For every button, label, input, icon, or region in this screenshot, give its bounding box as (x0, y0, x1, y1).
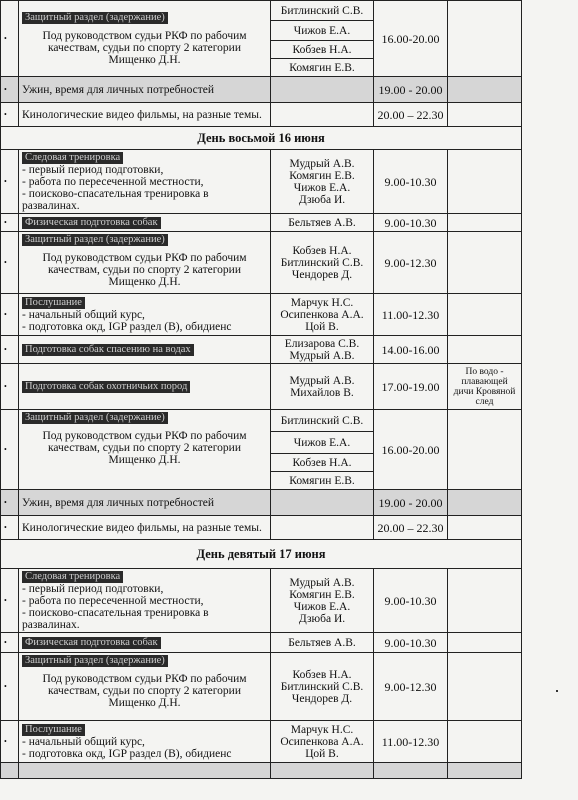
instructor-name: Комягин Е.В. (271, 59, 374, 77)
activity-cell (19, 653, 271, 721)
note-cell (448, 569, 522, 633)
activity-line: - работа по пересеченной местности, (22, 176, 204, 188)
note-cell (448, 410, 522, 490)
activity-cell (19, 1, 271, 77)
instructor-name: Комягин Е.В. (289, 588, 355, 601)
row-marker: • (1, 336, 19, 364)
empty-cell (19, 763, 271, 779)
instructor-name: Елизарова С.В. (284, 337, 360, 350)
activity-line: - начальный общий курс, (22, 736, 145, 748)
instructor-name: Чижов Е.А. (293, 181, 351, 194)
activity-title: Защитный раздел (задержание) (22, 12, 168, 24)
time-cell: 16.00-20.00 (374, 1, 448, 77)
activity-cell (19, 633, 271, 653)
empty-cell (271, 490, 374, 516)
instructor-name: Чендорев Д. (291, 692, 353, 705)
empty-cell (448, 516, 522, 540)
instructor-name: Чижов Е.А. (271, 432, 374, 454)
activity-title: Послушание (22, 724, 85, 736)
day-heading: День девятый 17 июня (1, 540, 522, 569)
row-marker (1, 763, 19, 779)
instructor-name: Мудрый А.В. (289, 157, 355, 170)
instructor-names (271, 569, 374, 633)
activity-title: Защитный раздел (задержание) (22, 655, 168, 667)
video-time: 20.00 – 22.30 (374, 516, 448, 540)
note-cell (448, 294, 522, 336)
activity-title: Подготовка собак охотничьих пород (22, 381, 190, 393)
instructor-name: Мудрый А.В. (289, 349, 355, 362)
row-marker: • (1, 1, 19, 77)
instructor-name: Битлинский С.В. (280, 680, 364, 693)
instructor-name: Кобзев Н.А. (271, 41, 374, 59)
activity-cell (19, 214, 271, 232)
activity-title: Физическая подготовка собак (22, 637, 161, 649)
dinner-time: 19.00 - 20.00 (374, 77, 448, 103)
instructor-name: Осипенкова А.А. (280, 735, 364, 748)
time-cell: 9.00-10.30 (374, 214, 448, 232)
activity-title: Защитный раздел (задержание) (22, 412, 168, 424)
note-cell (448, 1, 522, 77)
note-cell: По водо - плавающей дичи Кровяной след (448, 364, 522, 410)
time-cell: 16.00-20.00 (374, 410, 448, 490)
time-cell: 9.00-12.30 (374, 653, 448, 721)
activity-line: - первый период подготовки, (22, 164, 164, 176)
time-cell: 9.00-10.30 (374, 569, 448, 633)
activity-description: Под руководством судьи РКФ по рабочим качествам, судьи по спорту 2 категории Мищенко Д.Н. (42, 30, 247, 66)
activity-line: - первый период подготовки, (22, 583, 164, 595)
note-cell (448, 150, 522, 214)
instructor-name: Цой В. (305, 747, 339, 760)
row-marker: • (1, 721, 19, 763)
dinner-label: Ужин, время для личных потребностей (19, 77, 271, 103)
activity-line: - подготовка окд, IGP раздел (B), обидиенс (22, 321, 232, 333)
activity-description: Под руководством судьи РКФ по рабочим качествам, судьи по спорту 2 категории Мищенко Д.Н. (42, 252, 247, 288)
empty-cell (374, 763, 448, 779)
dinner-label: Ужин, время для личных потребностей (19, 490, 271, 516)
instructor-names (271, 721, 374, 763)
empty-cell (271, 103, 374, 127)
time-cell: 11.00-12.30 (374, 294, 448, 336)
row-marker: • (1, 410, 19, 490)
empty-cell (448, 103, 522, 127)
activity-line: - поисково-спасательная тренировка в развалинах. (22, 607, 209, 631)
instructor-name: Кобзев Н.А. (292, 668, 352, 681)
instructor-name: Дзюба И. (298, 612, 346, 625)
time-cell: 14.00-16.00 (374, 336, 448, 364)
empty-cell (448, 77, 522, 103)
scan-speck (556, 690, 558, 692)
activity-cell (19, 336, 271, 364)
row-marker: • (1, 150, 19, 214)
note-cell (448, 214, 522, 232)
instructor-name: Марчук Н.С. (290, 723, 354, 736)
empty-cell (448, 763, 522, 779)
note-cell (448, 653, 522, 721)
instructor-names (271, 294, 374, 336)
activity-cell (19, 364, 271, 410)
activity-description: Под руководством судьи РКФ по рабочим качествам, судьи по спорту 2 категории Мищенко Д.Н. (42, 430, 247, 466)
dinner-time: 19.00 - 20.00 (374, 490, 448, 516)
row-marker: • (1, 294, 19, 336)
instructor-names (271, 232, 374, 294)
activity-title: Следовая тренировка (22, 571, 123, 583)
video-label: Кинологические видео фильмы, на разные темы. (19, 103, 271, 127)
activity-description: Под руководством судьи РКФ по рабочим качествам, судьи по спорту 2 категории Мищенко Д.Н. (42, 673, 247, 709)
time-cell: 9.00-10.30 (374, 633, 448, 653)
time-cell: 17.00-19.00 (374, 364, 448, 410)
activity-cell (19, 294, 271, 336)
instructor-name: Битлинский С.В. (271, 1, 374, 21)
instructor-names (271, 336, 374, 364)
activity-cell (19, 150, 271, 214)
activity-cell (19, 721, 271, 763)
instructor-name: Бельтяев А.В. (271, 633, 374, 653)
activity-title: Подготовка собак спасению на водах (22, 344, 194, 356)
instructor-name: Михайлов В. (290, 386, 354, 399)
empty-cell (271, 77, 374, 103)
instructor-names (271, 364, 374, 410)
row-marker: • (1, 569, 19, 633)
instructor-name: Комягин Е.В. (289, 169, 355, 182)
note-cell (448, 336, 522, 364)
instructor-name: Кобзев Н.А. (271, 454, 374, 472)
instructor-name: Битлинский С.В. (280, 256, 364, 269)
video-label: Кинологические видео фильмы, на разные темы. (19, 516, 271, 540)
instructor-name: Марчук Н.С. (290, 296, 354, 309)
activity-line: - начальный общий курс, (22, 309, 145, 321)
row-marker: • (1, 653, 19, 721)
row-marker: • (1, 516, 19, 540)
instructor-name: Битлинский С.В. (271, 410, 374, 432)
activity-title: Следовая тренировка (22, 152, 123, 164)
note-cell (448, 633, 522, 653)
row-marker: • (1, 214, 19, 232)
time-cell: 9.00-12.30 (374, 232, 448, 294)
instructor-name: Мудрый А.В. (289, 576, 355, 589)
instructor-name: Чижов Е.А. (293, 600, 351, 613)
instructor-name: Чижов Е.А. (271, 21, 374, 41)
instructor-name: Чендорев Д. (291, 268, 353, 281)
instructor-name: Бельтяев А.В. (271, 214, 374, 232)
activity-line: - подготовка окд, IGP раздел (B), обидиенс (22, 748, 232, 760)
row-marker: • (1, 232, 19, 294)
activity-line: - работа по пересеченной местности, (22, 595, 204, 607)
instructor-names (271, 653, 374, 721)
activity-title: Физическая подготовка собак (22, 217, 161, 229)
instructor-name: Дзюба И. (298, 193, 346, 206)
instructor-name: Мудрый А.В. (289, 374, 355, 387)
empty-cell (271, 516, 374, 540)
note-cell (448, 232, 522, 294)
activity-line: - поисково-спасательная тренировка в развалинах. (22, 188, 209, 212)
activity-title: Послушание (22, 297, 85, 309)
instructor-name: Кобзев Н.А. (292, 244, 352, 257)
time-cell: 9.00-10.30 (374, 150, 448, 214)
row-marker: • (1, 364, 19, 410)
activity-cell (19, 569, 271, 633)
row-marker: • (1, 77, 19, 103)
instructor-names (271, 150, 374, 214)
empty-cell (448, 490, 522, 516)
time-cell: 11.00-12.30 (374, 721, 448, 763)
activity-cell (19, 232, 271, 294)
instructor-name: Цой В. (305, 320, 339, 333)
day-heading: День восьмой 16 июня (1, 127, 522, 150)
row-marker: • (1, 490, 19, 516)
row-marker: • (1, 103, 19, 127)
instructor-name: Комягин Е.В. (271, 472, 374, 490)
activity-title: Защитный раздел (задержание) (22, 234, 168, 246)
note-cell (448, 721, 522, 763)
instructor-name: Осипенкова А.А. (280, 308, 364, 321)
empty-cell (271, 763, 374, 779)
video-time: 20.00 – 22.30 (374, 103, 448, 127)
row-marker: • (1, 633, 19, 653)
activity-cell (19, 410, 271, 490)
